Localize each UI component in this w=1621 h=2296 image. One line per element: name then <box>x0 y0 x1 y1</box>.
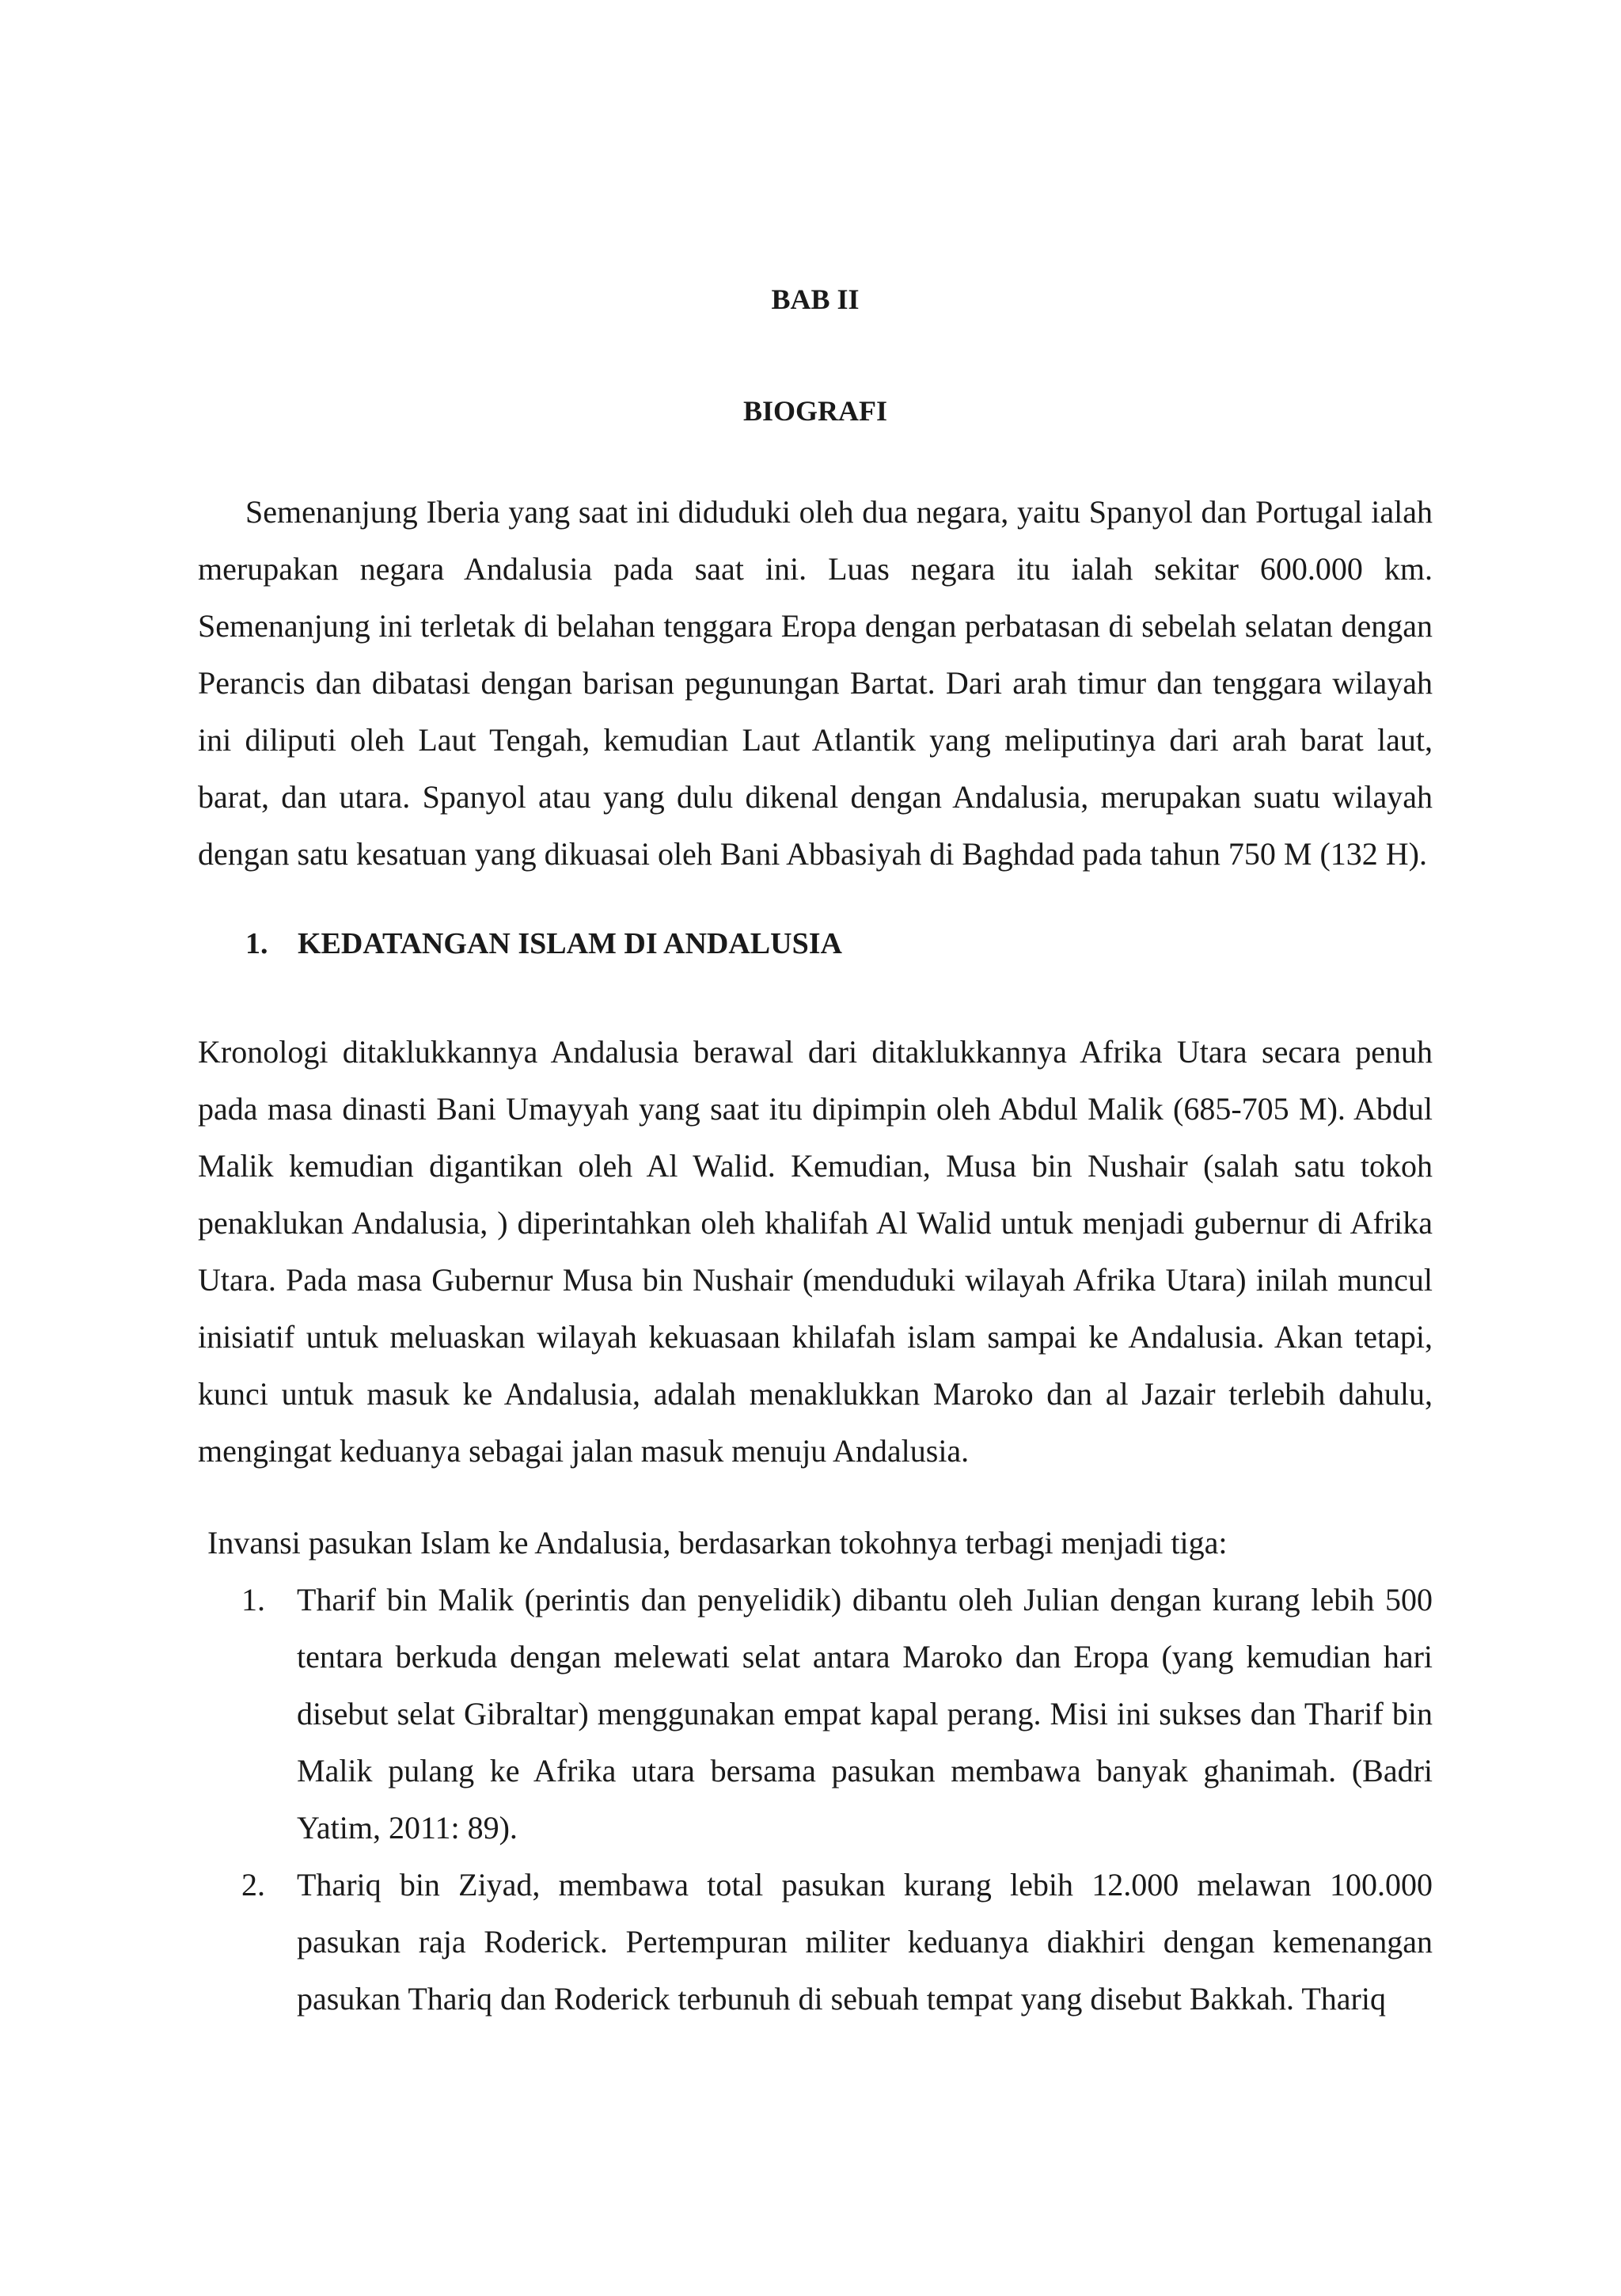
section-number: 1. <box>245 927 268 960</box>
document-page <box>198 285 1433 2028</box>
intro-paragraph: Semenanjung Iberia yang saat ini diduduki oleh dua negara, yaitu Spanyol dan Portugal ialah merupakan negara Andalusia pada saat ini. Luas negara itu ialah sekitar 600.000 km. Semenanjung ini terletak di belahan tenggara Eropa dengan perbatasan di sebelah selatan dengan Perancis dan dibatasi dengan barisan pegunungan Bartat. Dari arah timur dan tenggara wilayah ini diliputi oleh Laut Tengah, kemudian Laut Atlantik yang meliputinya dari arah barat laut, barat, dan utara. Spanyol atau yang dulu dikenal dengan Andalusia, merupakan suatu wilayah dengan satu kesatuan yang dikuasai oleh Bani Abbasiyah di Baghdad pada tahun 750 M (132 H). <box>198 494 1433 872</box>
list-item-text: Tharif bin Malik (perintis dan penyelidik) dibantu oleh Julian dengan kurang lebih 500 tentara berkuda dengan melewati selat antara Maroko dan Eropa (yang kemudian hari disebut selat Gibraltar) menggunakan empat kapal perang. Misi ini sukses dan Tharif bin Malik pulang ke Afrika utara bersama pasukan membawa banyak ghanimah. (Badri Yatim, 2011: 89). <box>297 1582 1433 1846</box>
list-item-number: 2. <box>241 1867 265 1903</box>
list-item <box>198 1857 1433 2028</box>
chapter-label: BAB II <box>771 283 860 315</box>
list-item <box>198 1572 1433 1857</box>
section-heading <box>245 929 1433 959</box>
section-paragraph: Kronologi ditaklukkannya Andalusia berawal dari ditaklukkannya Afrika Utara secara penuh pada masa dinasti Bani Umayyah yang saat itu dipimpin oleh Abdul Malik (685-705 M). Abdul Malik kemudian digantikan oleh Al Walid. Kemudian, Musa bin Nushair (salah satu tokoh penaklukan Andalusia, ) diperintahkan oleh khalifah Al Walid untuk menjadi gubernur di Afrika Utara. Pada masa Gubernur Musa bin Nushair (menduduki wilayah Afrika Utara) inilah muncul inisiatif untuk meluaskan wilayah kekuasaan khilafah islam sampai ke Andalusia. Akan tetapi, kunci untuk masuk ke Andalusia, adalah menaklukkan Maroko dan al Jazair terlebih dahulu, mengingat keduanya sebagai jalan masuk menuju Andalusia. <box>198 1034 1433 1469</box>
list-item-number: 1. <box>241 1582 265 1617</box>
invasion-intro: Invansi pasukan Islam ke Andalusia, berdasarkan tokohnya terbagi menjadi tiga: <box>207 1525 1228 1560</box>
chapter-title: BIOGRAFI <box>742 395 888 427</box>
list-item-text: Thariq bin Ziyad, membawa total pasukan kurang lebih 12.000 melawan 100.000 pasukan raja Roderick. Pertempuran militer keduanya diakhiri dengan kemenangan pasukan Thariq dan Roderick terbunuh di sebuah tempat yang disebut Bakkah. Thariq <box>297 1867 1433 2017</box>
invasion-list <box>198 1572 1433 2028</box>
section-title: KEDATANGAN ISLAM DI ANDALUSIA <box>298 927 842 960</box>
